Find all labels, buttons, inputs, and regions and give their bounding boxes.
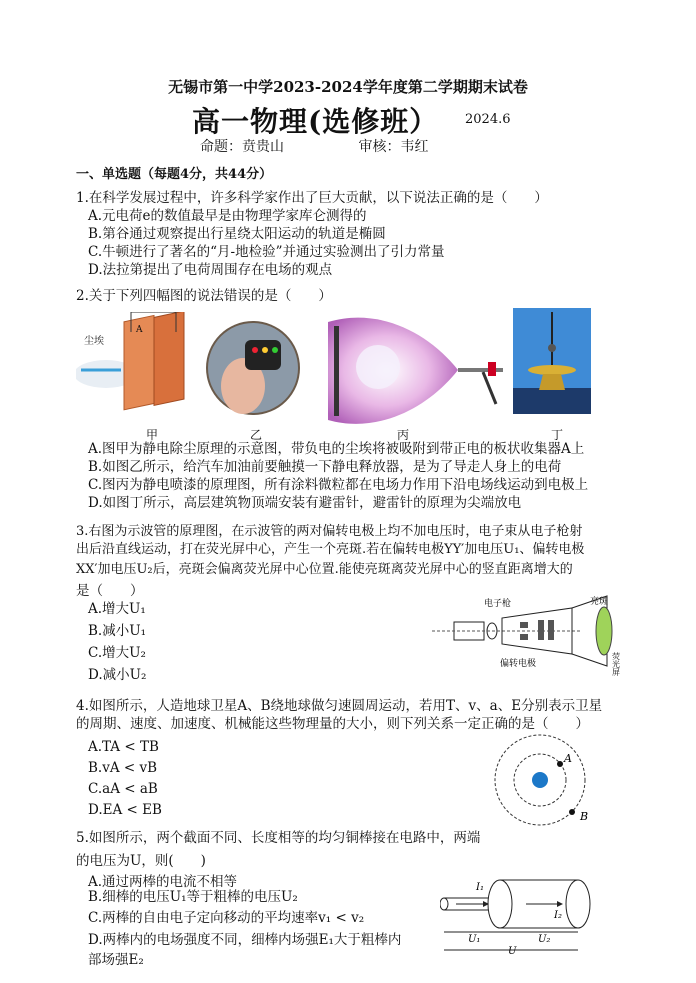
reviewer: 审核：韦红 [358, 139, 429, 155]
q2-option-d: D.如图丁所示，高层建筑物顶端安装有避雷针，避雷针的原理为尖端放电 [88, 495, 522, 511]
school-title: 无锡市第一中学2023-2024学年度第二学期期末试卷 [168, 78, 528, 96]
gun-label: 电子枪 [484, 599, 512, 609]
caption-ding: 丁 [551, 428, 564, 442]
caption-bing: 丙 [397, 428, 410, 442]
satellite-a-label: A [564, 752, 572, 765]
satellite-b-label: B [580, 810, 589, 823]
q3-stem-line3: XX′加电压U₂后，亮斑会偏离荧光屏中心位置.能使亮斑离荧光屏中心的竖直距离增大的 [76, 562, 573, 577]
caption-yi: 乙 [250, 428, 263, 442]
q1-option-c: C.牛顿进行了著名的“月-地检验”并通过实验测出了引力常量 [88, 244, 445, 260]
q2-option-a: A.图甲为静电除尘原理的示意图，带负电的尘埃将被吸附到带正电的板状收集器A上 [88, 441, 585, 457]
q3-option-b: B.减小U₁ [88, 623, 147, 639]
q3-stem-line1: 3.右图为示波管的原理图，在示波管的两对偏转电极上均不加电压时，电子束从电子枪射 [76, 524, 583, 539]
q5-option-c: C.两棒的自由电子定向移动的平均速率v₁ < v₂ [88, 910, 365, 926]
q4-option-a: A.TA < TB [88, 739, 159, 755]
caption-jia: 甲 [146, 428, 159, 442]
q5-option-a: A.通过两棒的电流不相等 [88, 874, 238, 890]
q5-option-d-cont: 部场强E₂ [88, 952, 144, 968]
q2-stem: 2.关于下列四幅图的说法错误的是（ ） [76, 288, 332, 304]
copper-rod-diagram [440, 868, 620, 958]
q2-option-c: C.图丙为静电喷漆的原理图，所有涂料微粒都在电场力作用下沿电场线运动到电极上 [88, 477, 589, 493]
figure-ding-lightning-rod [513, 308, 591, 414]
q3-option-a: A.增大U₁ [88, 601, 146, 617]
q4-stem-line2: 的周期、速度、加速度、机械能这些物理量的大小，则下列关系一定正确的是（ ） [76, 716, 589, 732]
author-line [200, 136, 498, 156]
exam-date: 2024.6 [465, 112, 511, 127]
plate-label: A [136, 325, 143, 335]
q4-option-b: B.vA < vB [88, 760, 158, 776]
q1-option-a: A.元电荷e的数值最早是由物理学家库仑测得的 [88, 208, 367, 224]
q5-option-d: D.两棒内的电场强度不同，细棒内场强E₁大于粗棒内 [88, 932, 402, 948]
i2-label: I₂ [554, 910, 562, 921]
u1-label: U₁ [468, 934, 481, 945]
q4-stem-line1: 4.如图所示，人造地球卫星A、B绕地球做匀速圆周运动，若用T、v、a、E分别表示卫星 [76, 698, 603, 714]
figure-yi-static-release [205, 318, 301, 418]
q3-stem-line4: 是（ ） [76, 583, 144, 599]
i1-label: I₁ [476, 882, 484, 893]
q4-option-d: D.EA < EB [88, 802, 162, 818]
figure-jia-dust-collector [76, 312, 196, 427]
q5-option-b: B.细棒的电压U₁等于粗棒的电压U₂ [88, 889, 298, 905]
section-title: 一、单选题（每题4分，共44分） [76, 167, 273, 182]
q4-option-c: C.aA < aB [88, 781, 158, 797]
q3-option-c: C.增大U₂ [88, 645, 146, 661]
subject-title: 高一物理(选修班） [192, 105, 439, 138]
orbit-diagram [488, 734, 608, 834]
q3-stem-line2: 出后沿直线运动，打在荧光屏中心，产生一个亮斑.若在偏转电极YY′加电压U₁、偏转电极 [76, 542, 585, 557]
q1-option-b: B.第谷通过观察提出行星绕太阳运动的轨道是椭圆 [88, 226, 386, 242]
q3-option-d: D.减小U₂ [88, 667, 147, 683]
u2-label: U₂ [538, 934, 551, 945]
q2-option-b: B.如图乙所示，给汽车加油前要触摸一下静电释放器，是为了导走人身上的电荷 [88, 459, 562, 475]
q1-stem: 1.在科学发展过程中，许多科学家作出了巨大贡献，以下说法正确的是（ ） [76, 190, 548, 206]
q5-stem-line1: 5.如图所示，两个截面不同、长度相等的均匀铜棒接在电路中，两端 [76, 830, 481, 846]
q1-option-d: D.法拉第提出了电荷周围存在电场的观点 [88, 262, 333, 278]
dust-label: 尘埃 [84, 336, 104, 347]
screen-label: 荧光屏 [611, 652, 621, 676]
oscilloscope-diagram [432, 592, 630, 680]
u-label: U [508, 946, 517, 957]
q5-stem-line2: 的电压为U，则( ) [76, 853, 206, 869]
spot-label: 亮斑 [590, 597, 609, 607]
author: 命题：贲贵山 [200, 139, 284, 155]
electrode-label: 偏转电极 [500, 659, 537, 669]
figure-bing-spray-paint [318, 312, 508, 432]
